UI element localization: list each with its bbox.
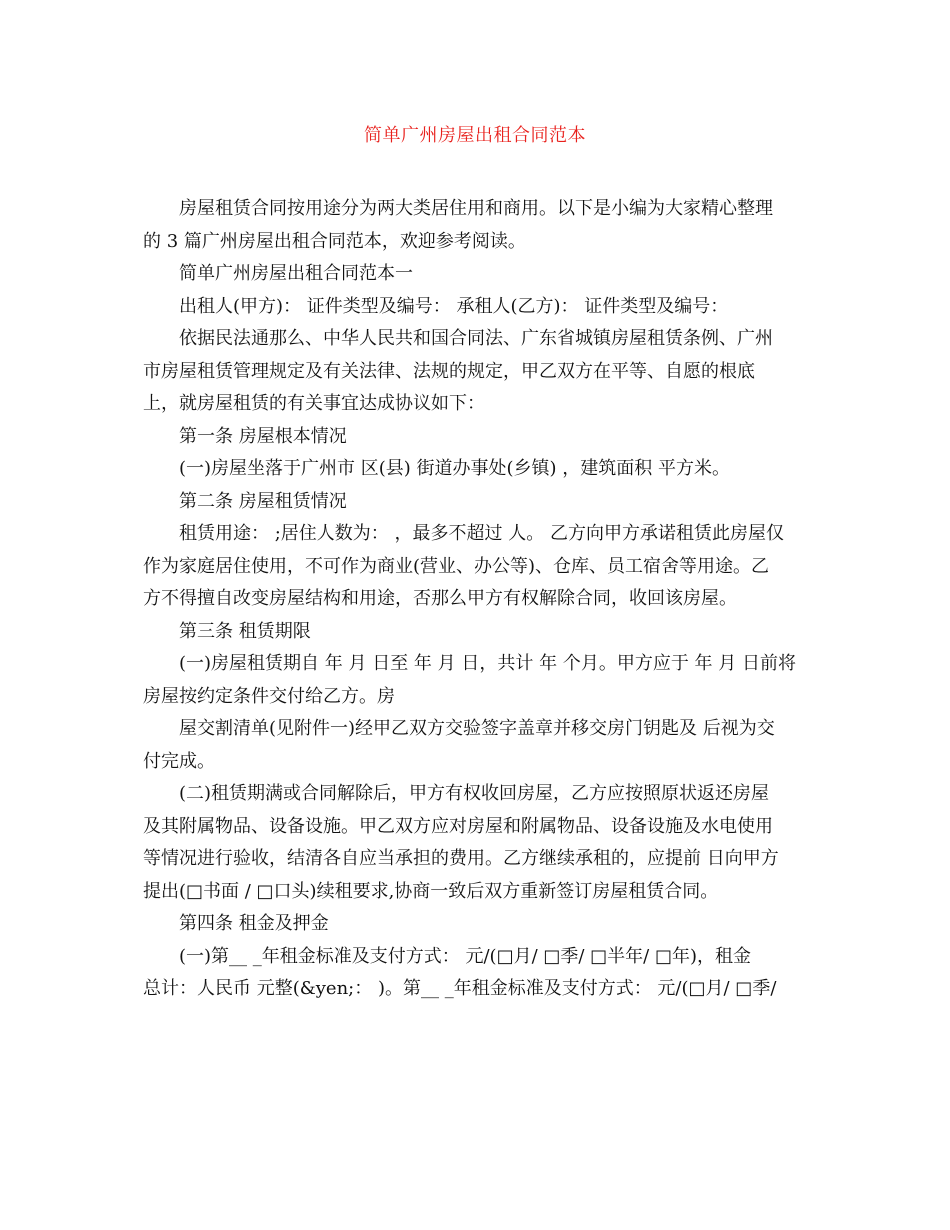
article-heading: 第二条 房屋租赁情况 (179, 490, 347, 512)
article-heading: 第四条 租金及押金 (179, 913, 329, 934)
paragraph-line: (一)房屋租赁期自 年 月 日至 年 月 日，共计 年 个月。甲方应于 年 月 日前将 (179, 653, 796, 674)
paragraph-line: 市房屋租赁管理规定及有关法律、法规的规定，甲乙双方在平等、自愿的根底 (143, 360, 755, 382)
article-heading: 第三条 租赁期限 (179, 620, 311, 642)
paragraph-line: 作为家庭居住使用，不可作为商业(营业、办公等)、仓库、员工宿舍等用途。乙 (143, 555, 770, 577)
paragraph-line: 房屋租赁合同按用途分为两大类居住用和商用。以下是小编为大家精心整理 (179, 198, 773, 219)
document-title: 简单广州房屋出租合同范本 (364, 125, 586, 146)
paragraph-line: 的 3 篇广州房屋出租合同范本，欢迎参考阅读。 (143, 230, 526, 252)
paragraph-line: 上，就房屋租赁的有关事宜达成协议如下： (143, 393, 485, 414)
paragraph-line: 付完成。 (143, 750, 215, 772)
paragraph-line: 提出(□书面 / □口头)续租要求,协商一致后双方重新签订房屋租赁合同。 (143, 880, 719, 902)
paragraph-line: 租赁用途： ;居住人数为： ，最多不超过 人。 乙方向甲方承诺租赁此房屋仅 (179, 523, 784, 544)
article-heading: 第一条 房屋根本情况 (179, 425, 347, 447)
paragraph-line: 总计：人民币 元整(&yen;： )。第__ _年租金标准及支付方式： 元/(□月/ □季/ (143, 978, 777, 999)
paragraph-line: 房屋按约定条件交付给乙方。房 (143, 685, 395, 707)
document-body (143, 193, 813, 1006)
paragraph-line: (一)房屋坐落于广州市 区(县) 街道办事处(乡镇) ，建筑面积 平方米。 (179, 458, 731, 479)
section-heading: 简单广州房屋出租合同范本一 (179, 263, 413, 284)
paragraph-line: 等情况进行验收，结清各自应当承担的费用。乙方继续承租的，应提前 日向甲方 (143, 848, 779, 869)
paragraph-line: (一)第__ _年租金标准及支付方式： 元/(□月/ □季/ □半年/ □年)，租金 (179, 945, 751, 967)
paragraph-line: 依据民法通那么、中华人民共和国合同法、广东省城镇房屋租赁条例、广州 (179, 328, 773, 349)
paragraph-line: 屋交割清单(见附件一)经甲乙双方交验签字盖章并移交房门钥匙及 后视为交 (179, 718, 775, 739)
paragraph-line: 及其附属物品、设备设施。甲乙双方应对房屋和附属物品、设备设施及水电使用 (143, 815, 773, 837)
paragraph-line: 出租人(甲方)： 证件类型及编号： 承租人(乙方)： 证件类型及编号： (179, 295, 729, 317)
paragraph-line: (二)租赁期满或合同解除后，甲方有权收回房屋，乙方应按照原状返还房屋 (179, 783, 770, 804)
paragraph-line: 方不得擅自改变房屋结构和用途，否那么甲方有权解除合同，收回该房屋。 (143, 588, 737, 609)
